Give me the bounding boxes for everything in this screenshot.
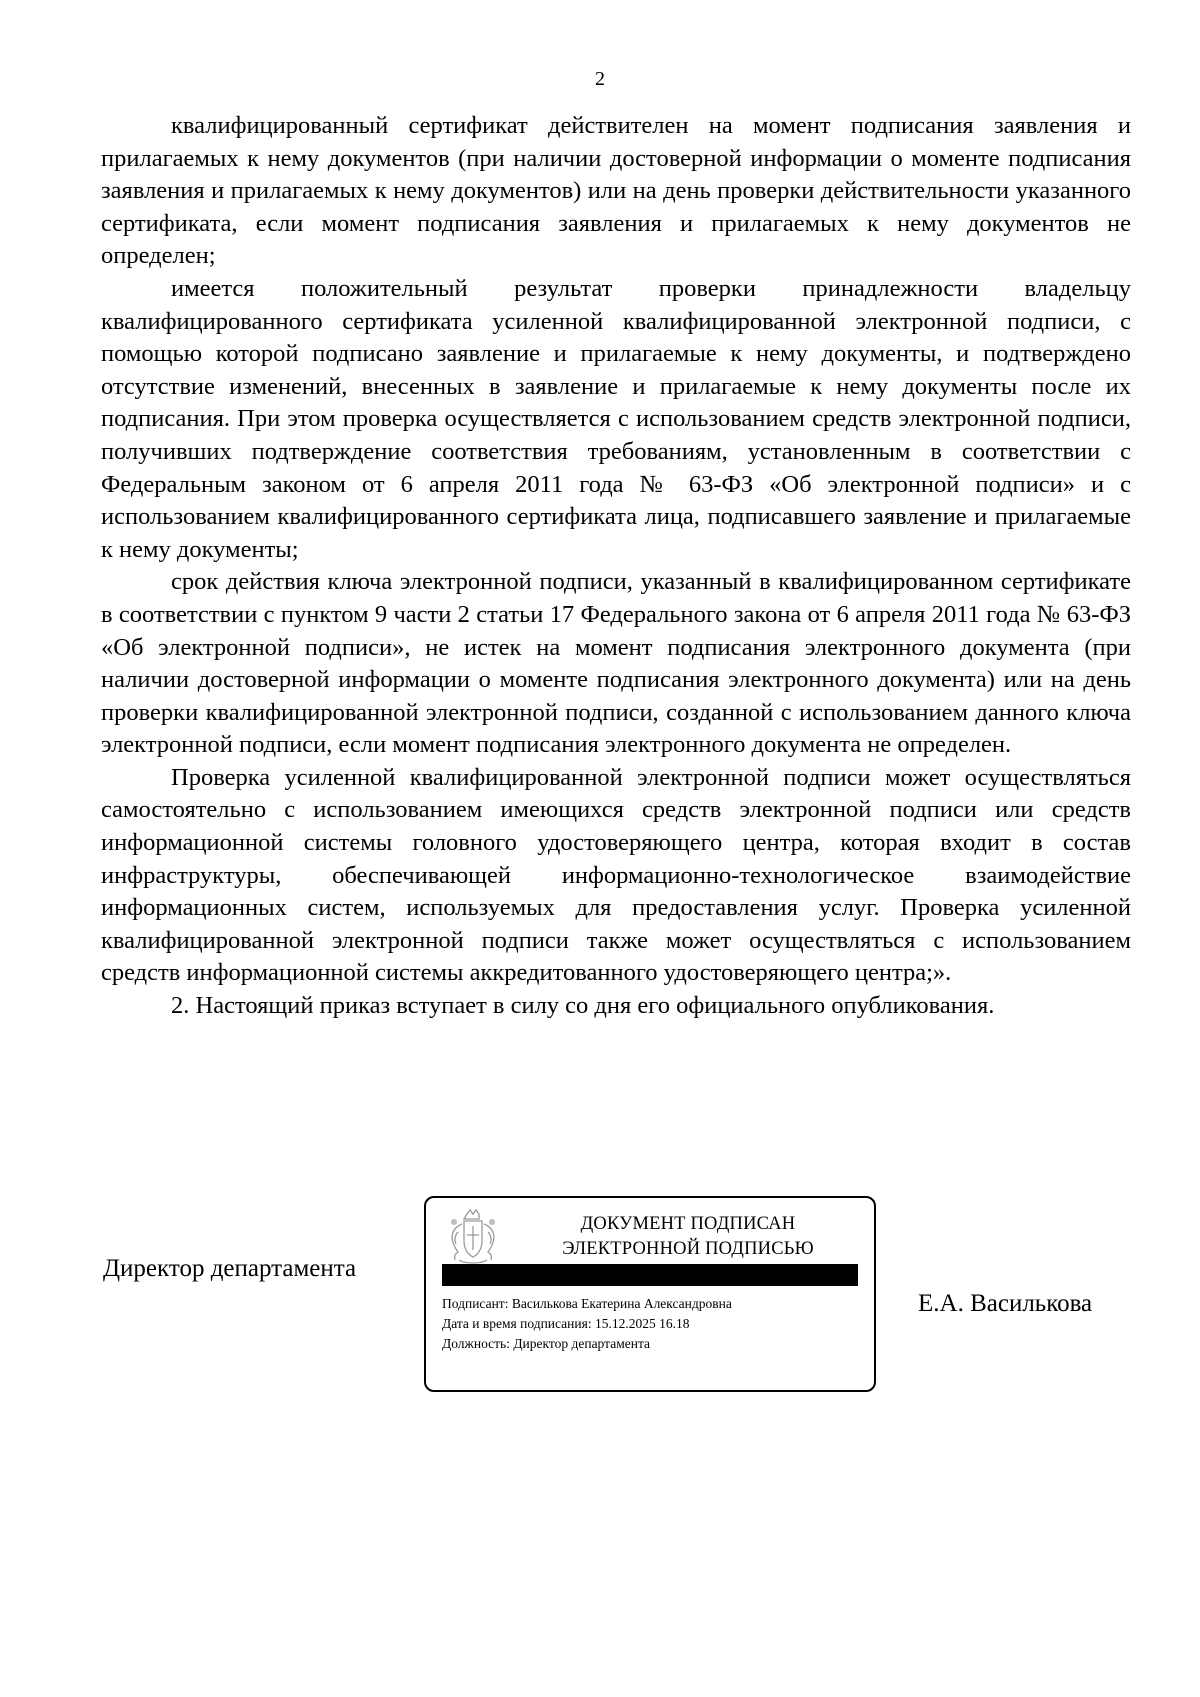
coat-of-arms-icon	[444, 1208, 502, 1270]
paragraph-key-validity: срок действия ключа электронной подписи, указанный в квалифицированном сертификате в соответствии с пунктом 9 части 2 статьи 17 Федерального закона от 6 апреля 2011 года № 63-ФЗ «Об электронной подписи», не истек на момент подписания электронного документа (при наличии достоверной информации о моменте подписания электронного документа) или на день проверки квалифицированной электронной подписи, созданной с использованием данного ключа электронной подписи, если момент подписания электронного документа не определен.	[101, 568, 1131, 759]
stamp-datetime: Дата и время подписания: 15.12.2025 16.18	[442, 1316, 690, 1331]
page-number: 2	[595, 68, 605, 90]
redacted-certificate-bar	[442, 1264, 858, 1286]
stamp-signer: Подписант: Василькова Екатерина Александровна	[442, 1296, 732, 1311]
stamp-details	[442, 1294, 864, 1354]
stamp-heading-line1: ДОКУМЕНТ ПОДПИСАН	[580, 1214, 796, 1234]
electronic-signature-stamp	[424, 1196, 876, 1392]
stamp-heading-line2: ЭЛЕКТРОННОЙ ПОДПИСЬЮ	[562, 1239, 814, 1259]
signatory-position: Директор департамента	[103, 1255, 357, 1282]
stamp-heading	[516, 1212, 860, 1262]
stamp-position: Должность: Директор департамента	[442, 1336, 651, 1351]
paragraph-signature-verification: Проверка усиленной квалифицированной электронной подписи может осуществляться самостоятельно с использованием имеющихся средств электронной подписи или средств информационной системы головного удостоверяющего центра, которая входит в состав инфраструктуры, обеспечивающей информационно-технологическое взаимодействие информационных систем, используемых для предоставления услуг. Проверка усиленной квалифицированной электронной подписи также может осуществляться с использованием средств информационной системы аккредитованного удостоверяющего центра;».	[101, 763, 1131, 987]
paragraph-effective-date: 2. Настоящий приказ вступает в силу со дня его официального опубликования.	[171, 992, 995, 1020]
paragraph-ownership-check: имеется положительный результат проверки принадлежности владельцу квалифицированного сертификата усиленной квалифицированной электронной подписи, с помощью которой подписано заявление и прилагаемые к нему документы, и подтверждено отсутствие изменений, внесенных в заявление и прилагаемые к нему документы после их подписания. При этом проверка осуществляется с использованием средств электронной подписи, получивших подтверждение соответствия требованиям, установленным в соответствии с Федеральным законом от 6 апреля 2011 года № 63-ФЗ «Об электронной подписи» и с использованием квалифицированного сертификата лица, подписавшего заявление и прилагаемые к нему документы;	[101, 274, 1131, 563]
signatory-name: Е.А. Василькова	[918, 1290, 1093, 1317]
paragraph-certificate-validity: квалифицированный сертификат действителен на момент подписания заявления и прилагаемых к нему документов (при наличии достоверной информации о моменте подписания заявления и прилагаемых к нему документов) или на день проверки действительности указанного сертификата, если момент подписания заявления и прилагаемых к нему документов не определен;	[101, 112, 1131, 270]
document-body	[101, 110, 1131, 1023]
